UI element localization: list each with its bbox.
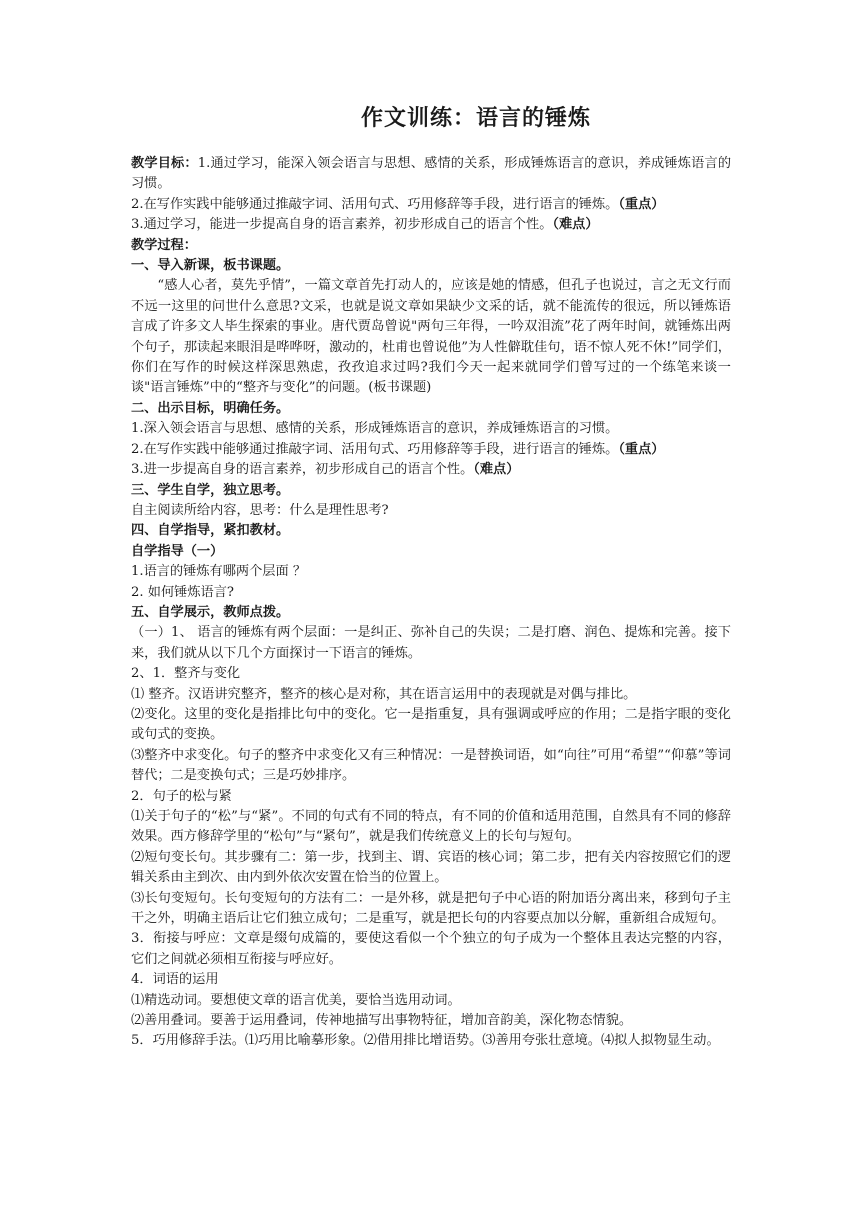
section-5-para-4: ⑵变化。这里的变化是指排比句中的变化。它一是指重复，具有强调或呼应的作用；二是指字眼的变化或句式的变换。	[131, 706, 731, 743]
section-4-question-2: 2. 如何锤炼语言?	[131, 584, 234, 600]
section-2-item-3	[131, 460, 731, 480]
section-5-para-3: ⑴ 整齐。汉语讲究整齐，整齐的核心是对称，其在语言运用中的表现就是对偶与排比。	[131, 686, 637, 702]
section-2-item-3-tag: （难点）	[473, 462, 520, 478]
section-5-para-7: ⑴关于句子的“松”与“紧”。不同的句式有不同的特点，有不同的价值和适用范围，自然具有不同的修辞效果。西方修辞学里的“松句”与“紧句”，就是我们传统意义上的长句与短句。	[131, 809, 731, 845]
goal-3-text: 3.通过学习，能进一步提高自身的语言素养，初步形成自己的语言个性。	[131, 217, 553, 233]
section-5-para-1: （一）1、 语言的锤炼有两个层面：一是纠正、弥补自己的失误；二是打磨、润色、提炼和完善。接下来，我们就从以下几个方面探讨一下语言的锤炼。	[131, 625, 731, 661]
goal-2-text: 2.在写作实践中能够通过推敲字词、活用句式、巧用修辞等手段，进行语言的锤炼。	[131, 196, 619, 212]
section-5-para-14: 5．巧用修辞手法。⑴巧用比喻摹形象。⑵借用排比增语势。⑶善用夸张壮意境。⑷拟人拟物显生动。	[131, 1033, 720, 1049]
section-3-heading: 三、学生自学，独立思考。	[131, 482, 290, 498]
section-2-item-1: 1.深入领会语言与思想、感情的关系，形成锤炼语言的意识，养成锤炼语言的习惯。	[131, 421, 619, 437]
document-body	[131, 104, 731, 1052]
section-5-para-8: ⑵短句变长句。其步骤有二：第一步，找到主、谓、宾语的核心词；第二步，把有关内容按照它们的逻辑关系由主到次、由内到外依次安置在恰当的位置上。	[131, 849, 731, 886]
section-4-subheading: 自学指导（一）	[131, 543, 224, 559]
section-5-para-10: 3．衔接与呼应：文章是缀句成篇的，要使这看似一个个独立的句子成为一个整体且表达完整的内容，它们之间就必须相互衔接与呼应好。	[131, 931, 731, 967]
section-1-heading: 一、导入新课，板书课题。	[131, 258, 290, 274]
section-5-para-5: ⑶整齐中求变化。句子的整齐中求变化又有三种情况：一是替换词语，如“向往”可用“希望”“仰慕”等词替代；二是变换句式；三是巧妙排序。	[131, 747, 731, 784]
section-5-para-6: 2．句子的松与紧	[131, 788, 232, 804]
page-title: 作文训练：语言的锤炼	[360, 106, 591, 131]
section-5-heading: 五、自学展示，教师点拨。	[131, 604, 290, 620]
process-label: 教学过程：	[131, 237, 197, 253]
section-5-para-13: ⑵善用叠词。要善于运用叠词，传神地描写出事物特征，增加音韵美，深化物态情貌。	[131, 1013, 633, 1029]
section-5-para-11: 4．词语的运用	[131, 972, 219, 988]
section-1-body: “感人心者，莫先乎情”，一篇文章首先打动人的，应该是她的情感，但孔子也说过，言之无文行而不远一这里的问世什么意思?文采，也就是说文章如果缺少文采的话，就不能流传的很远，所以锤炼语言成了许多文人毕生探索的事业。唐代贾岛曾说"两句三年得，一吟双泪流”花了两年时间，就锤炼出两个句子，那读起来眼泪是哗哗呀，激动的，杜甫也曾说他”为人性僻耽佳句，语不惊人死不休!”同学们，你们在写作的时候这样深思熟虑，孜孜追求过吗?我们今天一起来就同学们曾写过的一个练笔来谈一谈"语言锤炼”中的“整齐与变化”的问题。(板书课题)	[131, 278, 731, 396]
section-5-para-12: ⑴精选动词。要想使文章的语言优美，要恰当选用动词。	[131, 992, 461, 1008]
goal-3	[131, 215, 731, 235]
section-2-item-2	[131, 440, 731, 460]
section-5-para-9: ⑶长句变短句。长句变短句的方法有二：一是外移，就是把句子中心语的附加语分离出来，移到句子主干之外，明确主语后让它们独立成句；二是重写，就是把长句的内容要点加以分解，重新组合成短句。	[131, 890, 731, 927]
goal-3-tag: （难点）	[552, 217, 599, 233]
goal-2-tag: （重点）	[618, 196, 665, 212]
section-2-item-3-text: 3.进一步提高自身的语言素养，初步形成自己的语言个性。	[131, 462, 474, 478]
section-3-body: 自主阅读所给内容，思考：什么是理性思考?	[131, 502, 389, 518]
section-2-item-2-text: 2.在写作实践中能够通过推敲字词、活用句式、巧用修辞等手段，进行语言的锤炼。	[131, 441, 619, 457]
goals-label: 教学目标：	[131, 156, 198, 171]
section-2-heading: 二、出示目标，明确任务。	[131, 400, 290, 416]
goal-2	[131, 195, 731, 215]
section-4-question-1: 1.语言的锤炼有哪两个层面 ？	[131, 564, 307, 580]
section-5-para-2: 2、1．整齐与变化	[131, 666, 241, 682]
goal-1-text: 1.通过学习，能深入领会语言与思想、感情的关系，形成锤炼语言的意识，养成锤炼语言的习惯。	[131, 156, 731, 192]
section-2-item-2-tag: （重点）	[618, 441, 665, 457]
goal-1	[131, 154, 731, 195]
section-4-heading: 四、自学指导，紧扣教材。	[131, 523, 290, 539]
